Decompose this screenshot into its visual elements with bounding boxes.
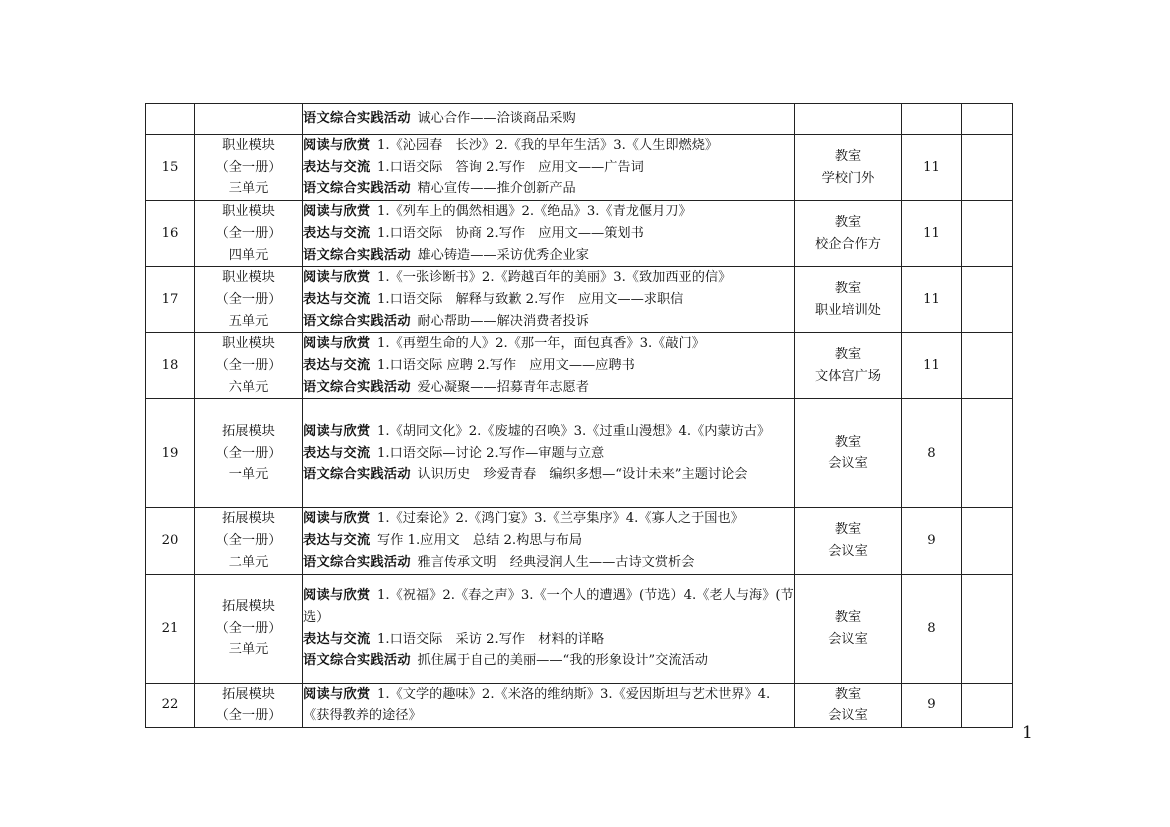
content-text: 1.口语交际 采访 2.写作 材料的详略: [377, 631, 605, 647]
place-line: 教室: [834, 686, 862, 702]
content-text: 1.《过秦论》2.《鸿门宴》3.《兰亭集序》4.《寡人之于国也》: [377, 511, 744, 527]
content-text: 精心宣传——推介创新产品: [417, 181, 576, 197]
content-text: 雄心铸造——采访优秀企业家: [417, 247, 589, 263]
content-line: [303, 508, 794, 530]
unit-line: 职业模块: [222, 270, 275, 286]
content-keyword: 阅读与欣赏: [303, 270, 371, 286]
extra-cell: [962, 135, 1013, 201]
content-keyword: 语文综合实践活动: [303, 467, 411, 483]
table-row: [146, 399, 1013, 508]
content-keyword: 阅读与欣赏: [303, 588, 371, 604]
lesson-number: 18: [161, 358, 179, 374]
lesson-number: 22: [161, 697, 179, 713]
table-row: [146, 333, 1013, 399]
table-row: [146, 508, 1013, 574]
place-cell: [795, 201, 902, 267]
place-line: 教室: [834, 281, 862, 297]
content-text: 1.口语交际 应聘 2.写作 应用文——应聘书: [377, 358, 635, 374]
content-line: [303, 552, 794, 574]
unit-cell: [195, 508, 303, 574]
hours-cell: [902, 399, 962, 508]
lesson-number-cell: [146, 135, 195, 201]
hours-cell: [902, 333, 962, 399]
content-line: [303, 333, 794, 355]
content-cell: [303, 683, 795, 727]
content-cell: [303, 104, 795, 135]
place-line: 文体宫广场: [815, 368, 881, 384]
unit-line: 职业模块: [222, 336, 275, 352]
lesson-number: 16: [161, 225, 179, 241]
hours-cell: [902, 201, 962, 267]
content-keyword: 语文综合实践活动: [303, 181, 411, 197]
content-keyword: 语文综合实践活动: [303, 379, 411, 395]
place-line: 教室: [834, 214, 862, 230]
content-text: 耐心帮助——解决消费者投诉: [417, 313, 589, 329]
extra-cell: [962, 201, 1013, 267]
unit-line: 职业模块: [222, 138, 275, 153]
place-cell: [795, 683, 902, 727]
content-line: [303, 377, 794, 399]
lesson-number-cell: [146, 399, 195, 508]
lesson-number: 17: [161, 291, 179, 307]
content-text: 爱心凝聚——招募青年志愿者: [417, 379, 589, 395]
place-line: 教室: [834, 522, 862, 538]
content-keyword: 阅读与欣赏: [303, 204, 371, 220]
hours-value: 9: [927, 697, 936, 713]
hours-cell: [902, 574, 962, 683]
lesson-number-cell: [146, 104, 195, 135]
place-line: 职业培训处: [815, 302, 881, 318]
content-text: 1.《列车上的偶然相遇》2.《绝品》3.《青龙偃月刀》: [377, 204, 692, 220]
content-text: 1.《胡同文化》2.《废墟的召唤》3.《过重山漫想》4.《内蒙访古》: [377, 423, 771, 439]
lesson-number-cell: [146, 574, 195, 683]
table-body: [146, 104, 1013, 728]
content-keyword: 语文综合实践活动: [303, 111, 411, 127]
content-cell: [303, 508, 795, 574]
content-text: 1.《一张诊断书》2.《跨越百年的美丽》3.《致加西亚的信》: [377, 270, 732, 286]
content-keyword: 表达与交流: [303, 533, 371, 549]
content-keyword: 表达与交流: [303, 445, 371, 461]
content-text: 1.《祝福》2.《春之声》3.《一个人的遭遇》(节选）4.《老人与海》(节选）: [303, 588, 794, 625]
extra-cell: [962, 683, 1013, 727]
hours-cell: [902, 267, 962, 333]
place-line: 会议室: [828, 543, 868, 559]
content-line: [303, 650, 794, 672]
place-line: 会议室: [828, 708, 868, 724]
content-line: [303, 157, 794, 179]
content-keyword: 语文综合实践活动: [303, 653, 411, 669]
unit-line: （全一册）: [215, 159, 282, 175]
place-cell: [795, 333, 902, 399]
hours-cell: [902, 683, 962, 727]
unit-cell: [195, 267, 303, 333]
content-line: [303, 629, 794, 651]
unit-line: 拓展模块: [222, 598, 275, 614]
unit-cell: [195, 333, 303, 399]
content-text: 1.《文学的趣味》2.《米洛的维纳斯》3.《爱因斯坦与艺术世界》4.《获得教养的途径》: [303, 686, 771, 724]
unit-line: 五单元: [228, 313, 269, 329]
content-text: 1.口语交际 协商 2.写作 应用文——策划书: [377, 225, 644, 241]
table-row: [146, 104, 1013, 135]
content-keyword: 表达与交流: [303, 291, 371, 307]
unit-line: 三单元: [228, 181, 269, 197]
lesson-number-cell: [146, 267, 195, 333]
extra-cell: [962, 574, 1013, 683]
place-line: 教室: [834, 148, 862, 164]
lesson-number-cell: [146, 508, 195, 574]
content-keyword: 表达与交流: [303, 225, 371, 241]
content-cell: [303, 201, 795, 267]
unit-line: （全一册）: [215, 291, 282, 307]
unit-line: 四单元: [228, 247, 269, 263]
content-text: 写作 1.应用文 总结 2.构思与布局: [377, 533, 583, 549]
content-line: [303, 443, 794, 465]
content-cell: [303, 267, 795, 333]
curriculum-table: [145, 103, 1013, 728]
extra-cell: [962, 267, 1013, 333]
hours-value: 11: [923, 159, 940, 175]
content-keyword: 语文综合实践活动: [303, 247, 411, 263]
table-row: [146, 201, 1013, 267]
lesson-number: 21: [161, 620, 179, 636]
unit-cell: [195, 135, 303, 201]
content-keyword: 表达与交流: [303, 159, 371, 175]
place-line: 校企合作方: [815, 236, 881, 252]
content-keyword: 语文综合实践活动: [303, 554, 411, 570]
unit-line: 六单元: [228, 379, 269, 395]
place-line: 会议室: [828, 456, 868, 472]
content-line: [303, 585, 794, 628]
hours-value: 9: [927, 533, 936, 549]
unit-line: 三单元: [228, 642, 269, 658]
place-cell: [795, 574, 902, 683]
hours-cell: [902, 104, 962, 135]
content-line: [303, 311, 794, 333]
content-line: [303, 135, 794, 157]
place-cell: [795, 399, 902, 508]
unit-line: （全一册）: [215, 445, 282, 461]
content-text: 抓住属于自己的美丽——“我的形象设计”交流活动: [417, 653, 708, 669]
place-cell: [795, 104, 902, 135]
content-line: [303, 201, 794, 223]
unit-cell: [195, 574, 303, 683]
content-keyword: 阅读与欣赏: [303, 138, 371, 153]
content-keyword: 阅读与欣赏: [303, 423, 371, 439]
content-keyword: 表达与交流: [303, 631, 371, 647]
content-keyword: 阅读与欣赏: [303, 511, 371, 527]
unit-line: （全一册）: [215, 225, 282, 241]
unit-line: （全一册）: [215, 708, 282, 724]
content-line: [303, 245, 794, 267]
content-line: [303, 421, 794, 443]
unit-cell: [195, 104, 303, 135]
hours-value: 11: [923, 358, 940, 374]
unit-line: 职业模块: [222, 204, 275, 220]
unit-cell: [195, 683, 303, 727]
place-line: 教室: [834, 609, 862, 625]
content-text: 诚心合作——洽谈商品采购: [417, 111, 576, 127]
unit-line: （全一册）: [215, 533, 282, 549]
extra-cell: [962, 104, 1013, 135]
content-line: [303, 178, 794, 200]
place-line: 会议室: [828, 631, 868, 647]
content-line: [303, 289, 794, 311]
content-line: [303, 355, 794, 377]
content-cell: [303, 135, 795, 201]
unit-line: （全一册）: [215, 358, 282, 374]
content-line: [303, 464, 794, 486]
content-text: 1.口语交际 答询 2.写作 应用文——广告词: [377, 159, 644, 175]
table-row: [146, 574, 1013, 683]
table-row: [146, 135, 1013, 201]
lesson-number-cell: [146, 683, 195, 727]
hours-value: 8: [927, 620, 936, 636]
lesson-number: 15: [161, 159, 179, 175]
content-line: [303, 530, 794, 552]
unit-line: 拓展模块: [222, 423, 275, 439]
unit-line: 一单元: [228, 467, 269, 483]
content-keyword: 语文综合实践活动: [303, 313, 411, 329]
extra-cell: [962, 399, 1013, 508]
unit-line: （全一册）: [215, 620, 282, 636]
unit-line: 二单元: [228, 554, 269, 570]
content-keyword: 阅读与欣赏: [303, 336, 371, 352]
hours-value: 11: [923, 291, 940, 307]
table-row: [146, 267, 1013, 333]
unit-cell: [195, 201, 303, 267]
content-line: [303, 684, 794, 727]
place-cell: [795, 135, 902, 201]
content-line: [303, 108, 794, 130]
content-line: [303, 267, 794, 289]
extra-cell: [962, 333, 1013, 399]
content-cell: [303, 333, 795, 399]
content-keyword: 阅读与欣赏: [303, 686, 371, 702]
unit-line: 拓展模块: [222, 511, 275, 527]
unit-cell: [195, 399, 303, 508]
table-row: [146, 683, 1013, 727]
lesson-number-cell: [146, 333, 195, 399]
unit-line: 拓展模块: [222, 686, 275, 702]
content-text: 1.口语交际 解释与致歉 2.写作 应用文——求职信: [377, 291, 684, 307]
content-keyword: 表达与交流: [303, 358, 371, 374]
hours-cell: [902, 135, 962, 201]
place-line: 学校门外: [821, 170, 875, 186]
lesson-number: 20: [161, 533, 179, 549]
hours-value: 11: [923, 225, 940, 241]
content-text: 1.口语交际—讨论 2.写作—审题与立意: [377, 445, 605, 461]
hours-value: 8: [927, 445, 936, 461]
content-text: 雅言传承文明 经典浸润人生——古诗文赏析会: [417, 554, 695, 570]
content-line: [303, 223, 794, 245]
extra-cell: [962, 508, 1013, 574]
place-cell: [795, 508, 902, 574]
page-number: 1: [1022, 723, 1033, 743]
place-cell: [795, 267, 902, 333]
content-cell: [303, 574, 795, 683]
place-line: 教室: [834, 434, 862, 450]
content-text: 认识历史 珍爱青春 编织多想—“设计未来”主题讨论会: [417, 467, 748, 483]
hours-cell: [902, 508, 962, 574]
lesson-number-cell: [146, 201, 195, 267]
lesson-number: 19: [161, 445, 179, 461]
content-text: 1.《沁园春 长沙》2.《我的早年生活》3.《人生即燃烧》: [377, 138, 719, 153]
content-text: 1.《再塑生命的人》2.《那一年，面包真香》3.《敲门》: [377, 336, 705, 352]
content-cell: [303, 399, 795, 508]
place-line: 教室: [834, 347, 862, 363]
